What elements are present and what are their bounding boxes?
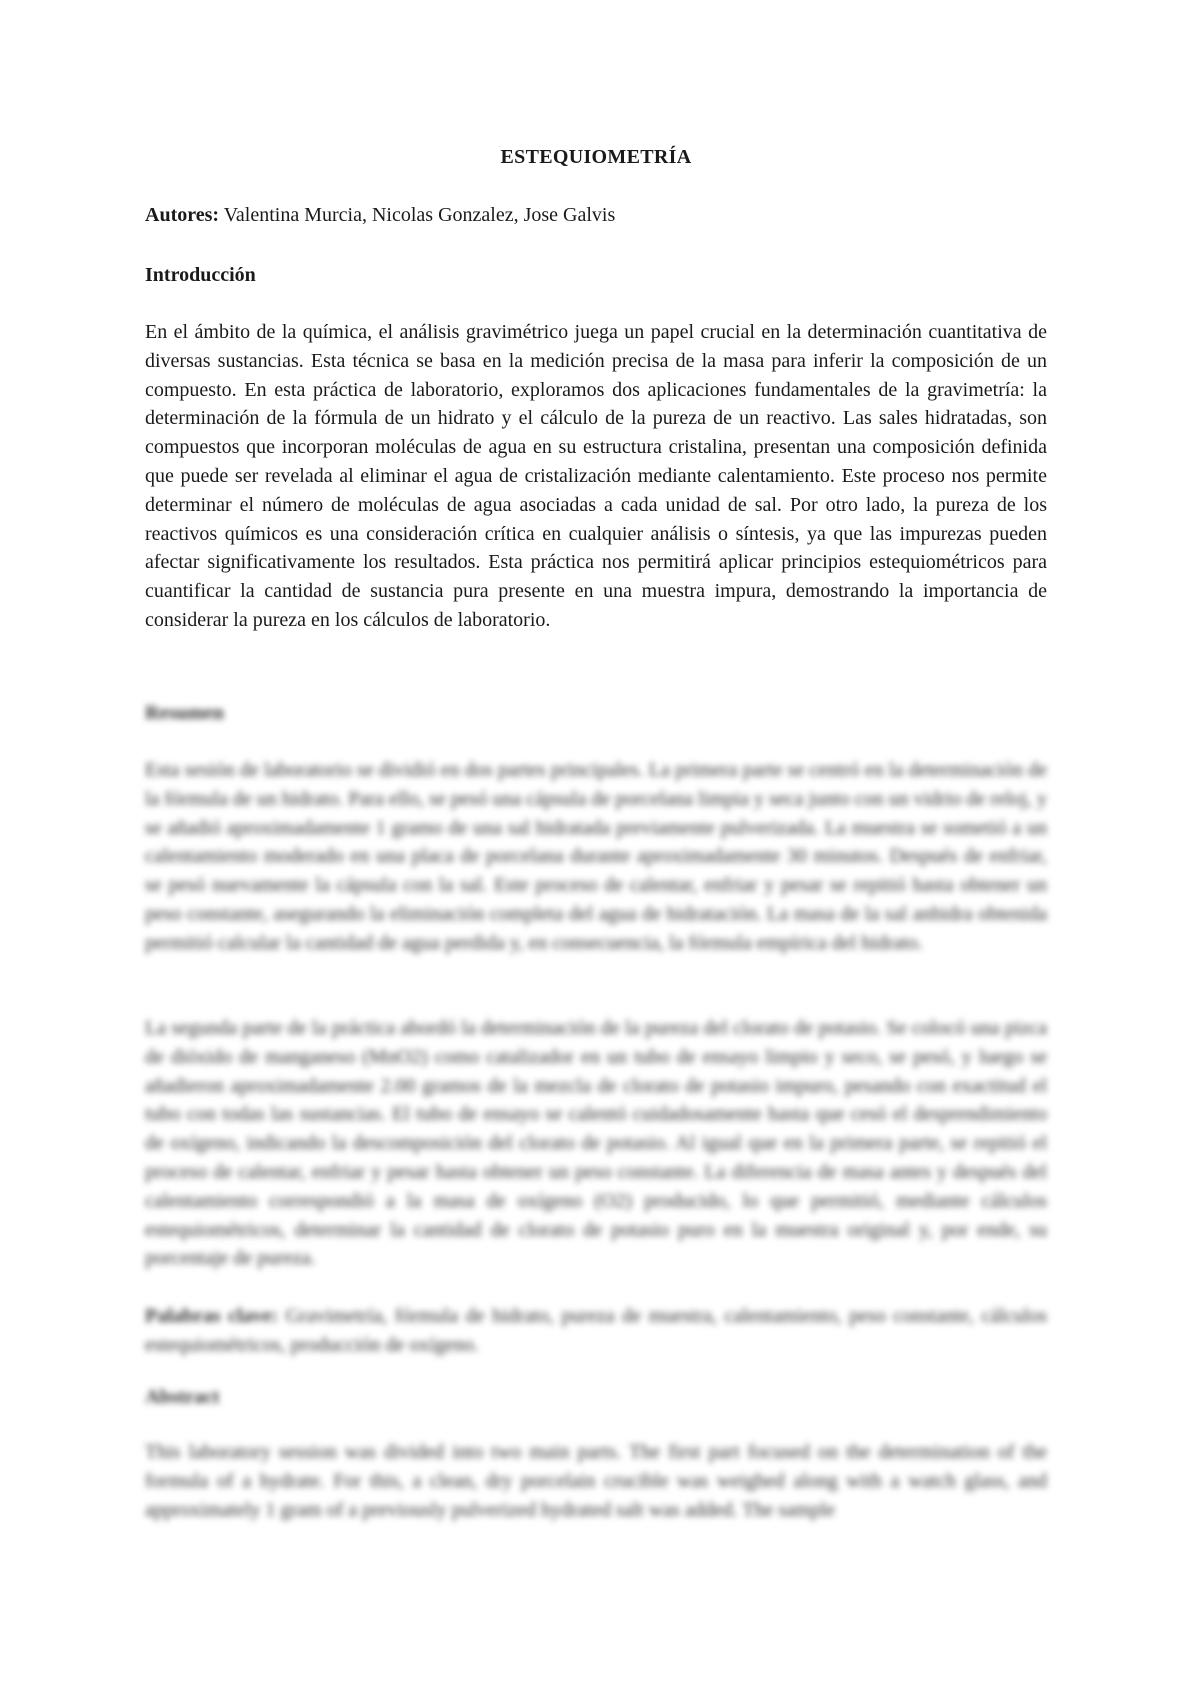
abstract-heading: Abstract [145,1386,220,1408]
authors-line [145,204,615,227]
keywords-label: Palabras clave: [145,1305,279,1327]
introduccion-heading: Introducción [145,264,256,286]
authors-names: Valentina Murcia, Nicolas Gonzalez, Jose Galvis [219,204,616,226]
keywords-paragraph [145,1302,1047,1360]
introduccion-paragraph: En el ámbito de la química, el análisis gravimétrico juega un papel crucial en la determinación cuantitativa de diversas sustancias. Esta técnica se basa en la medición precisa de la masa para inferir la composición de un compuesto. En esta práctica de laboratorio, exploramos dos aplicaciones fundamentales de la gravimetría: la determinación de la fórmula de un hidrato y el cálculo de la pureza de un reactivo. Las sales hidratadas, son compuestos que incorporan moléculas de agua en su estructura cristalina, presentan una composición definida que puede ser revelada al eliminar el agua de cristalización mediante calentamiento. Este proceso nos permite determinar el número de moléculas de agua asociadas a cada unidad de sal. Por otro lado, la pureza de los reactivos químicos es una consideración crítica en cualquier análisis o síntesis, ya que las impurezas pueden afectar significativamente los resultados. Esta práctica nos permitirá aplicar principios estequiométricos para cuantificar la cantidad de sustancia pura presente en una muestra impura, demostrando la importancia de considerar la pureza en los cálculos de laboratorio. [145,321,1047,631]
document-page [145,0,1047,1684]
document-title: ESTEQUIOMETRÍA [500,146,692,168]
abstract-paragraph: This laboratory session was divided into two main parts. The first part focused on the determination of the formula of a hydrate. For this, a clean, dry porcelain crucible was weighed along with a watch glass, and approximately 1 gram of a previously pulverized hydrated salt was added. The sample [145,1441,1047,1521]
authors-label: Autores: [145,204,220,226]
keywords-text: Gravimetría, fórmula de hidrato, pureza de muestra, calentamiento, peso constante, cálculos estequiométricos, producción de oxígeno. [145,1305,1048,1356]
resumen-heading: Resumen [145,702,224,724]
resumen-paragraph-2: La segunda parte de la práctica abordó la determinación de la pureza del clorato de potasio. Se colocó una pizca de dióxido de manganeso (MnO2) como catalizador en un tubo de ensayo limpio y seco, se pesó, y luego se añadieron aproximadamente 2.00 gramos de la mezcla de clorato de potasio impuro, pesando con exactitud el tubo con todas las sustancias. El tubo de ensayo se calentó cuidadosamente hasta que cesó el desprendimiento de oxígeno, indicando la descomposición del clorato de potasio. Al igual que en la primera parte, se repitió el proceso de calentar, enfriar y pesar hasta obtener un peso constante. La diferencia de masa antes y después del calentamiento correspondió a la masa de oxígeno (O2) producido, lo que permitió, mediante cálculos estequiométricos, determinar la cantidad de clorato de potasio puro en la muestra original y, por ende, su porcentaje de pureza. [145,1017,1047,1270]
resumen-paragraph-1: Esta sesión de laboratorio se dividió en dos partes principales. La primera parte se centró en la determinación de la fórmula de un hidrato. Para ello, se pesó una cápsula de porcelana limpia y seca junto con un vidrio de reloj, y se añadió aproximadamente 1 gramo de una sal hidratada previamente pulverizada. La muestra se sometió a un calentamiento moderado en una placa de porcelana durante aproximadamente 30 minutos. Después de enfriar, se pesó nuevamente la cápsula con la sal. Este proceso de calentar, enfriar y pesar se repitió hasta obtener un peso constante, asegurando la eliminación completa del agua de hidratación. La masa de la sal anhidra obtenida permitió calcular la cantidad de agua perdida y, en consecuencia, la fórmula empírica del hidrato. [145,759,1047,954]
